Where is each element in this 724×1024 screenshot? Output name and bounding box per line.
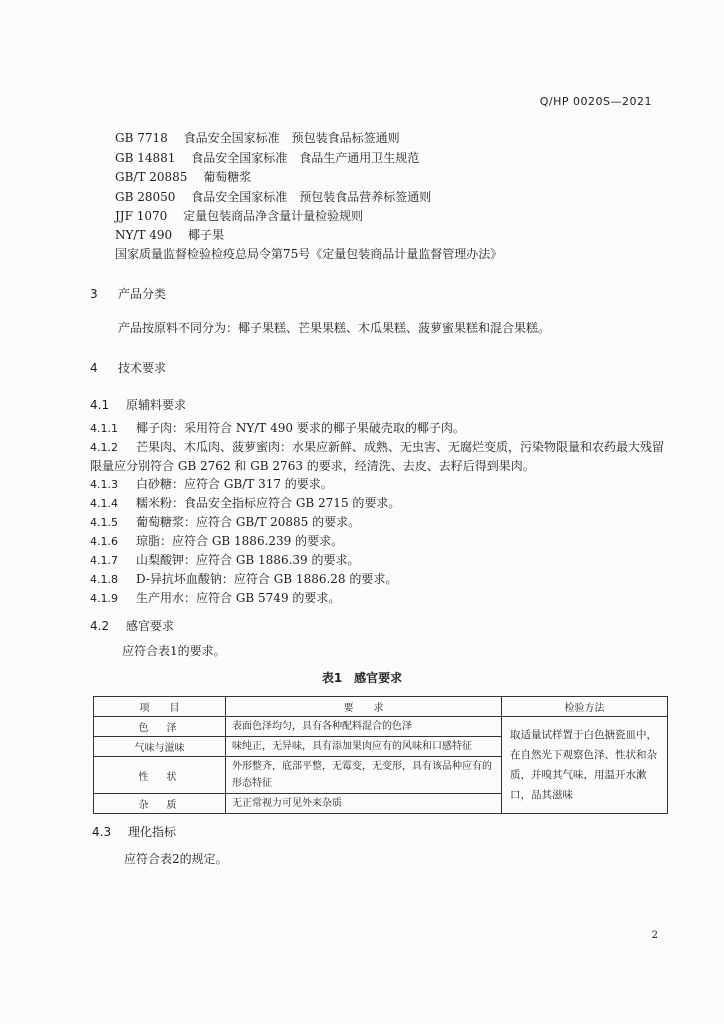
section-4-2-paragraph: 应符合表1的要求。 [122, 644, 226, 658]
section-title: 感官要求 [126, 619, 175, 633]
list-item [90, 494, 400, 511]
section-4-3-paragraph: 应符合表2的规定。 [124, 852, 228, 866]
section-title: 理化指标 [128, 825, 177, 839]
item-number: 4.1.4 [90, 497, 118, 510]
list-item [90, 513, 360, 530]
item-text: 芒果肉、木瓜肉、菠萝蜜肉：水果应新鲜、成熟、无虫害、无腐烂变质，污染物限量和农药最大残留限量应分别符合 GB 2762 和 GB 2763 的要求，经清洗、去皮、去籽后得到果肉。 [90, 440, 665, 473]
reference-gbt20885: GB/T 20885 葡萄糖浆 [115, 170, 252, 184]
section-3-paragraph: 产品按原料不同分为：椰子果糕、芒果果糕、木瓜果糕、菠萝蜜果糕和混合果糕。 [118, 321, 551, 335]
table-header-row [94, 697, 668, 717]
column-header-requirement: 要 求 [226, 697, 502, 717]
section-number: 4.1 [90, 398, 110, 412]
row-requirement: 表面色泽均匀，具有各种配料混合的色泽 [226, 717, 502, 737]
inspection-method: 取适量试样置于白色搪瓷皿中，在自然光下观察色泽、性状和杂质，并嗅其气味，用温开水漱口，品其滋味 [502, 717, 668, 814]
item-text: 椰子肉：采用符合 NY/T 490 要求的椰子果破壳取的椰子肉。 [136, 421, 465, 435]
section-number: 4 [90, 361, 98, 375]
column-header-item: 项 目 [94, 697, 226, 717]
item-number: 4.1.6 [90, 535, 118, 548]
section-4-heading [90, 359, 166, 376]
item-text: 山梨酸钾：应符合 GB 1886.39 的要求。 [136, 553, 360, 567]
list-item [90, 475, 333, 492]
section-3-heading [90, 285, 166, 302]
item-number: 4.1.7 [90, 554, 118, 567]
section-number: 4.2 [90, 619, 110, 633]
list-item [90, 419, 465, 436]
section-4-3-heading [92, 823, 176, 840]
table-row [94, 717, 668, 737]
reference-gb14881: GB 14881 食品安全国家标准 食品生产通用卫生规范 [115, 151, 420, 165]
list-item [90, 551, 359, 568]
item-text: 糯米粉：食品安全指标应符合 GB 2715 的要求。 [136, 496, 401, 510]
row-item-name: 杂 质 [94, 794, 226, 814]
reference-jjf1070: JJF 1070 定量包装商品净含量计量检验规则 [115, 209, 364, 223]
row-item-name: 性 状 [94, 757, 226, 794]
row-requirement: 无正常视力可见外来杂质 [226, 794, 502, 814]
item-number: 4.1.9 [90, 592, 118, 605]
list-item [90, 589, 340, 606]
section-4-1-heading [90, 396, 186, 413]
section-number: 4.3 [92, 825, 112, 839]
item-number: 4.1.8 [90, 573, 118, 586]
table-title: 表1 感官要求 [321, 671, 403, 685]
list-item [90, 438, 665, 475]
item-text: 琼脂：应符合 GB 1886.239 的要求。 [136, 534, 344, 548]
reference-order75: 国家质量监督检验检疫总局令第75号《定量包装商品计量监督管理办法》 [115, 247, 503, 261]
page-number: 2 [651, 930, 658, 941]
row-item-name: 色 泽 [94, 717, 226, 737]
item-text: 葡萄糖浆：应符合 GB/T 20885 的要求。 [136, 515, 361, 529]
item-number: 4.1.1 [90, 422, 118, 435]
item-text: 生产用水：应符合 GB 5749 的要求。 [136, 591, 341, 605]
section-title: 原辅料要求 [126, 398, 187, 412]
sensory-requirements-table [93, 696, 668, 814]
row-requirement: 味纯正，无异味，具有添加果肉应有的风味和口感特征 [226, 737, 502, 757]
item-number: 4.1.5 [90, 516, 118, 529]
reference-nyt490: NY/T 490 椰子果 [115, 228, 225, 242]
item-number: 4.1.2 [90, 441, 118, 454]
reference-gb28050: GB 28050 食品安全国家标准 预包装食品营养标签通则 [115, 190, 432, 204]
item-number: 4.1.3 [90, 478, 118, 491]
item-text: D-异抗坏血酸钠：应符合 GB 1886.28 的要求。 [136, 572, 398, 586]
list-item [90, 532, 343, 549]
row-requirement: 外形整齐，底部平整，无霉变，无变形，具有该品种应有的形态特征 [226, 757, 502, 794]
section-number: 3 [90, 287, 98, 301]
item-text: 白砂糖：应符合 GB/T 317 的要求。 [136, 477, 333, 491]
section-title: 产品分类 [118, 287, 167, 301]
reference-gb7718: GB 7718 食品安全国家标准 预包装食品标签通则 [115, 131, 400, 145]
document-code: Q/HP 0020S—2021 [539, 95, 652, 108]
section-4-2-heading [90, 617, 174, 634]
row-item-name: 气味与滋味 [94, 737, 226, 757]
section-title: 技术要求 [118, 361, 167, 375]
column-header-method: 检验方法 [502, 697, 668, 717]
list-item [90, 570, 397, 587]
